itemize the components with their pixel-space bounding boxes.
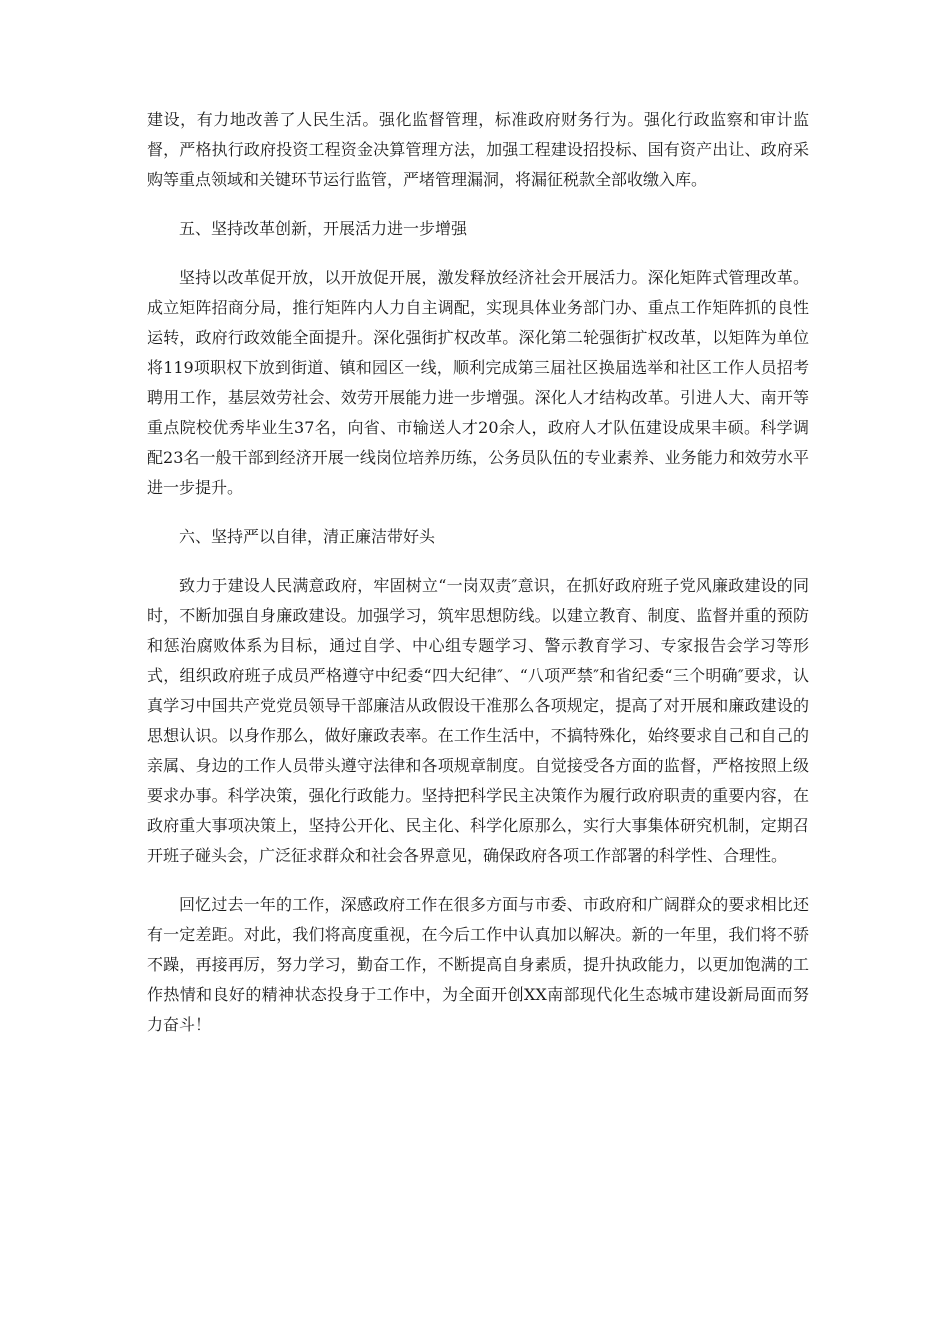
section-heading-6: 六、坚持严以自律，清正廉洁带好头 xyxy=(179,527,436,546)
paragraph-conclusion: 回忆过去一年的工作，深感政府工作在很多方面与市委、市政府和广阔群众的要求相比还有一定差距。对此，我们将高度重视，在今后工作中认真加以解决。新的一年里，我们将不骄不躁，再接再厉，努力学习，勤奋工作，不断提高自身素质，提升执政能力，以更加饱满的工作热情和良好的精神状态投身于工作中，为全面开创XX南部现代化生态城市建设新局面而努力奋斗！ xyxy=(147,895,809,1034)
paragraph-continuation: 建设，有力地改善了人民生活。强化监督管理，标准政府财务行为。强化行政监察和审计监督，严格执行政府投资工程资金决算管理方法，加强工程建设招投标、国有资产出让、政府采购等重点领域和关键环节运行监管，严堵管理漏洞，将漏征税款全部收缴入库。 xyxy=(147,110,809,189)
section-heading-5: 五、坚持改革创新，开展活力进一步增强 xyxy=(179,219,468,238)
paragraph-integrity: 致力于建设人民满意政府，牢固树立“一岗双责″意识，在抓好政府班子党风廉政建设的同时，不断加强自身廉政建设。加强学习，筑牢思想防线。以建立教育、制度、监督并重的预防和惩治腐败体系为目标，通过自学、中心组专题学习、警示教育学习、专家报告会学习等形式，组织政府班子成员严格遵守中纪委“四大纪律″、“八项严禁″和省纪委“三个明确″要求，认真学习中国共产党党员领导干部廉洁从政假设干准那么各项规定，提高了对开展和廉政建设的思想认识。以身作那么，做好廉政表率。在工作生活中，不搞特殊化，始终要求自己和自己的亲属、身边的工作人员带头遵守法律和各项规章制度。自觉接受各方面的监督，严格按照上级要求办事。科学决策，强化行政能力。坚持把科学民主决策作为履行政府职责的重要内容，在政府重大事项决策上，坚持公开化、民主化、科学化原那么，实行大事集体研究机制，定期召开班子碰头会，广泛征求群众和社会各界意见，确保政府各项工作部署的科学性、合理性。 xyxy=(147,576,809,865)
paragraph-reform: 坚持以改革促开放，以开放促开展，激发释放经济社会开展活力。深化矩阵式管理改革。成立矩阵招商分局，推行矩阵内人力自主调配，实现具体业务部门办、重点工作矩阵抓的良性运转，政府行政效能全面提升。深化强街扩权改革。深化第二轮强街扩权改革，以矩阵为单位将119项职权下放到街道、镇和园区一线，顺利完成第三届社区换届选举和社区工作人员招考聘用工作，基层效劳社会、效劳开展能力进一步增强。深化人才结构改革。引进人大、南开等重点院校优秀毕业生37名，向省、市输送人才20余人，政府人才队伍建设成果丰硕。科学调配23名一般干部到经济开展一线岗位培养历练，公务员队伍的专业素养、业务能力和效劳水平进一步提升。 xyxy=(147,268,809,497)
document-page xyxy=(147,105,809,1059)
